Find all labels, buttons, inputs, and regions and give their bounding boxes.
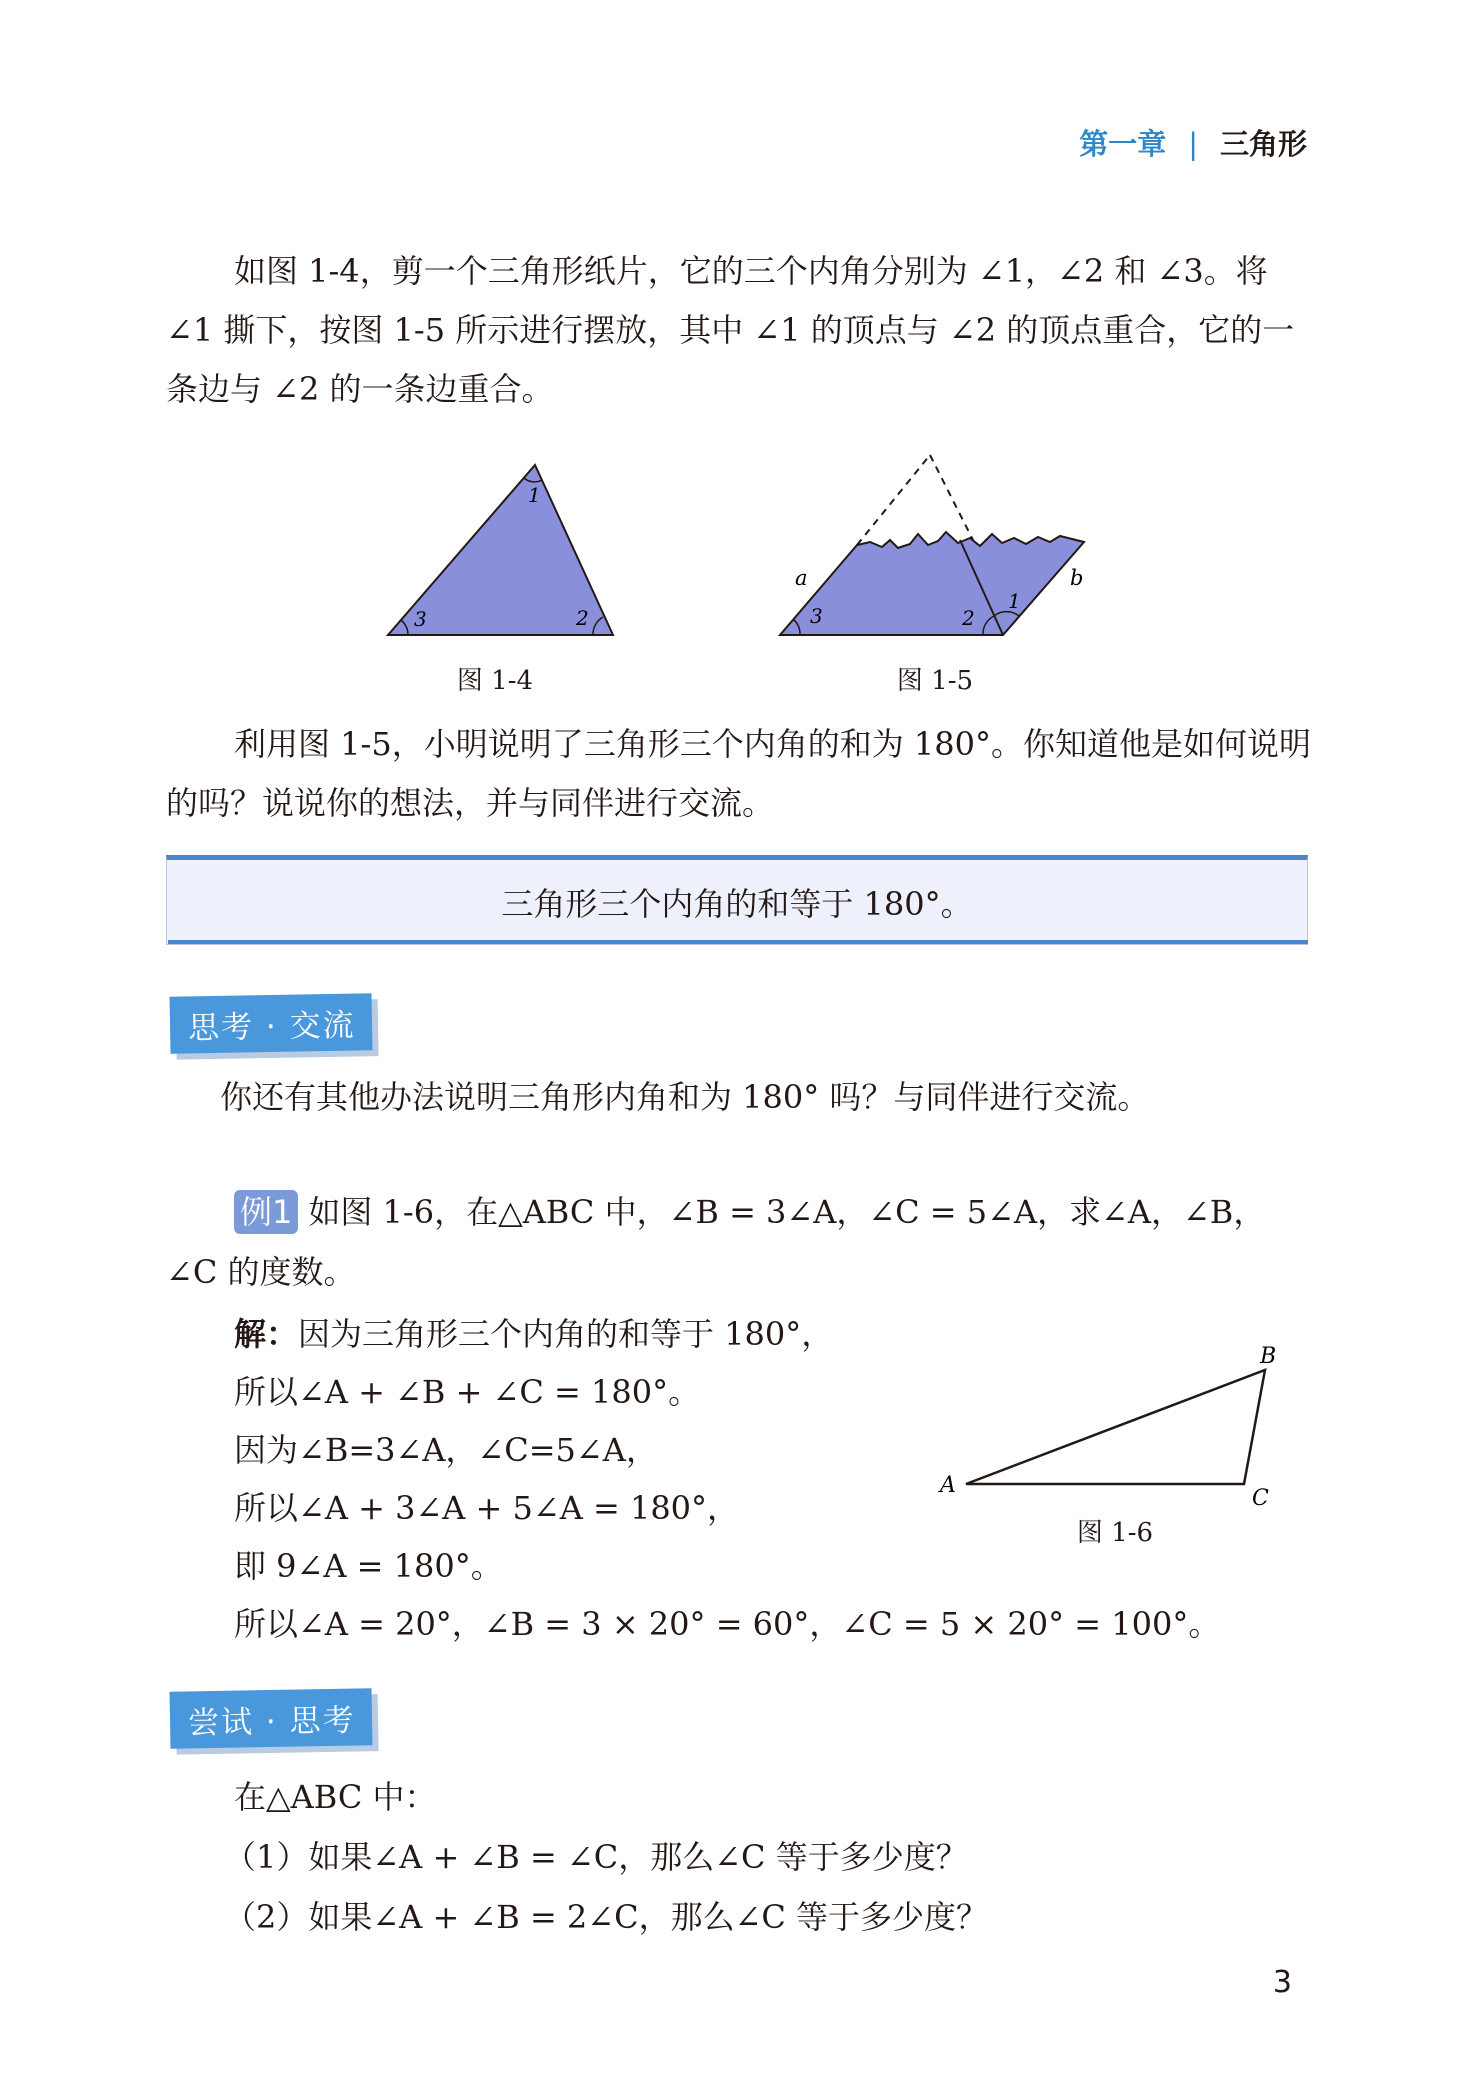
angle-label-2: 2 bbox=[962, 606, 975, 630]
figure-1-4 bbox=[380, 455, 640, 645]
theorem-underline bbox=[168, 940, 1308, 944]
solution-step-2: 所以∠A + ∠B + ∠C = 180°。 bbox=[234, 1373, 701, 1411]
angle-label-2: 2 bbox=[576, 606, 589, 630]
angle-label-3: 3 bbox=[414, 607, 427, 631]
line-label-b: b bbox=[1070, 566, 1084, 590]
chapter-label: 第一章 bbox=[1079, 127, 1167, 161]
angle-label-1: 1 bbox=[1008, 589, 1021, 613]
explain-paragraph: 利用图 1-5，小明说明了三角形三个内角的和为 180°。你知道他是如何说明的吗？说说你的想法，并与同伴进行交流。 bbox=[166, 725, 1311, 822]
chapter-title: 三角形 bbox=[1219, 127, 1307, 161]
theorem-text: 三角形三个内角的和等于 180°。 bbox=[501, 885, 973, 923]
triangle-abc bbox=[966, 1370, 1265, 1484]
vertex-label-b: B bbox=[1260, 1344, 1277, 1369]
dashed-edge-right bbox=[930, 455, 973, 540]
solution-label: 解： bbox=[234, 1315, 299, 1353]
figure-1-6-caption: 图 1-6 bbox=[1076, 1518, 1154, 1548]
torn-paper-shape bbox=[780, 532, 1084, 635]
page-number: 3 bbox=[1272, 1965, 1292, 2000]
figure-1-5-caption: 图 1-5 bbox=[896, 666, 974, 696]
dashed-edge-left bbox=[857, 455, 930, 545]
page-header bbox=[1079, 122, 1307, 163]
vertex-label-a: A bbox=[940, 1473, 956, 1498]
header-separator: | bbox=[1188, 127, 1198, 161]
solution-step-1-text: 因为三角形三个内角的和等于 180°， bbox=[298, 1315, 834, 1353]
intro-paragraph: 如图 1-4，剪一个三角形纸片，它的三个内角分别为 ∠1，∠2 和 ∠3。将 ∠1 撕下，按图 1-5 所示进行摆放，其中 ∠1 的顶点与 ∠2 的顶点重合，它的一条边与 ∠2 的一条边重合。 bbox=[166, 252, 1295, 408]
example-line-1 bbox=[234, 1190, 1265, 1234]
example-badge: 例1 bbox=[234, 1190, 298, 1234]
think-question: 你还有其他办法说明三角形内角和为 180° 吗？与同伴进行交流。 bbox=[220, 1078, 1150, 1116]
vertex-label-c: C bbox=[1252, 1486, 1269, 1511]
try-intro: 在△ABC 中： bbox=[234, 1778, 437, 1816]
angle-label-3: 3 bbox=[810, 604, 823, 628]
example-problem-text: 如图 1-6，在△ABC 中，∠B = 3∠A，∠C = 5∠A，求∠A，∠B， bbox=[308, 1193, 1266, 1231]
angle-label-1: 1 bbox=[528, 483, 541, 507]
solution-step-4: 所以∠A + 3∠A + 5∠A = 180°， bbox=[234, 1489, 740, 1527]
try-question-1: （1）如果∠A + ∠B = ∠C，那么∠C 等于多少度？ bbox=[224, 1838, 968, 1876]
figure-1-5 bbox=[770, 450, 1100, 650]
try-question-2: （2）如果∠A + ∠B = 2∠C，那么∠C 等于多少度？ bbox=[224, 1898, 989, 1936]
solution-step-6: 所以∠A = 20°，∠B = 3 × 20° = 60°，∠C = 5 × 20° = 100°。 bbox=[234, 1605, 1221, 1643]
figure-1-4-caption: 图 1-4 bbox=[456, 666, 534, 696]
figure-1-6 bbox=[930, 1340, 1290, 1510]
line-label-a: a bbox=[795, 566, 808, 590]
solution-step-1 bbox=[234, 1312, 833, 1356]
example-line-2: ∠C 的度数。 bbox=[166, 1253, 356, 1291]
think-discuss-tag: 思考 · 交流 bbox=[170, 993, 373, 1054]
solution-step-3: 因为∠B=3∠A，∠C=5∠A， bbox=[234, 1431, 658, 1469]
solution-step-5: 即 9∠A = 180°。 bbox=[234, 1547, 503, 1585]
theorem-box bbox=[166, 855, 1308, 945]
try-think-tag: 尝试 · 思考 bbox=[170, 1688, 373, 1749]
